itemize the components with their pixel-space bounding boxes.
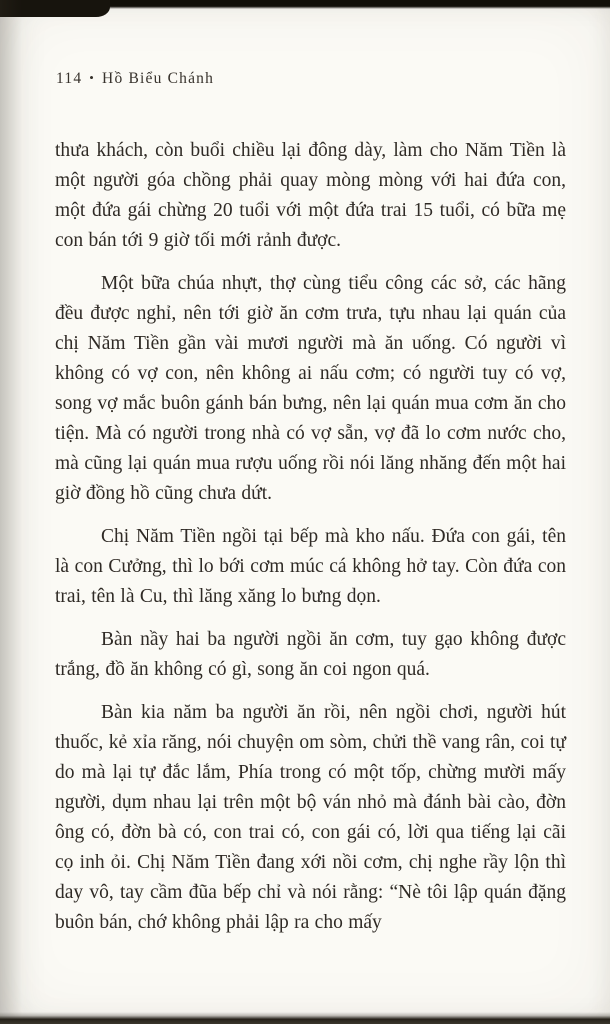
running-header xyxy=(56,70,214,88)
text-block xyxy=(0,136,610,951)
paragraph: Bàn nầy hai ba người ngồi ăn cơm, tuy gạo không được trắng, đồ ăn không có gì, song ăn coi ngon quá. xyxy=(55,629,566,680)
scan-corner-smudge xyxy=(0,0,110,17)
scan-edge-bottom xyxy=(0,1012,610,1024)
author-name: Hồ Biểu Chánh xyxy=(102,70,215,87)
paragraph: Một bữa chúa nhựt, thợ cùng tiểu công các sở, các hãng đều được nghỉ, nên tới giờ ăn cơm trưa, tựu nhau lại quán của chị Năm Tiền gần vài mươi người mà ăn uống. Có người vì không có vợ con, nên không ai nấu cơm; có người tuy có vợ, song vợ mắc buôn gánh bán bưng, nên lại quán mua cơm ăn cho tiện. Mà có người trong nhà có vợ sẵn, vợ đã lo cơm nước cho, mà cũng lại quán mua rượu uống rồi nói lăng nhăng đến một hai giờ đồng hồ cũng chưa dứt. xyxy=(55,273,566,504)
paragraph: Bàn kia năm ba người ăn rồi, nên ngồi chơi, người hút thuốc, kẻ xỉa răng, nói chuyện om sòm, chửi thề vang rân, coi tự do mà lại tự đắc lắm, Phía trong có một tốp, chừng mười mấy người, dụm nhau lại trên một bộ ván nhỏ mà đánh bài cào, đờn ông có, đờn bà có, con trai có, con gái có, lời qua tiếng lại cãi cọ inh ỏi. Chị Năm Tiền đang xới nồi cơm, chị nghe rầy lộn thì day vô, tay cầm đũa bếp chỉ và nói rằng: “Nè tôi lập quán đặng buôn bán, chớ không phải lập ra cho mấy xyxy=(55,702,566,933)
paragraph: Chị Năm Tiền ngồi tại bếp mà kho nấu. Đứa con gái, tên là con Cưởng, thì lo bới cơm múc cá không hở tay. Còn đứa con trai, tên là Cu, thì lăng xăng lo bưng dọn. xyxy=(55,526,566,607)
header-separator: • xyxy=(89,70,96,85)
paragraph: thưa khách, còn buổi chiều lại đông dày, làm cho Năm Tiền là một người góa chồng phải quay mòng mòng với hai đứa con, một đứa gái chừng 20 tuổi với một đứa trai 15 tuổi, có bữa mẹ con bán tới 9 giờ tối mới rảnh được. xyxy=(55,140,566,251)
page-number: 114 xyxy=(56,70,83,87)
